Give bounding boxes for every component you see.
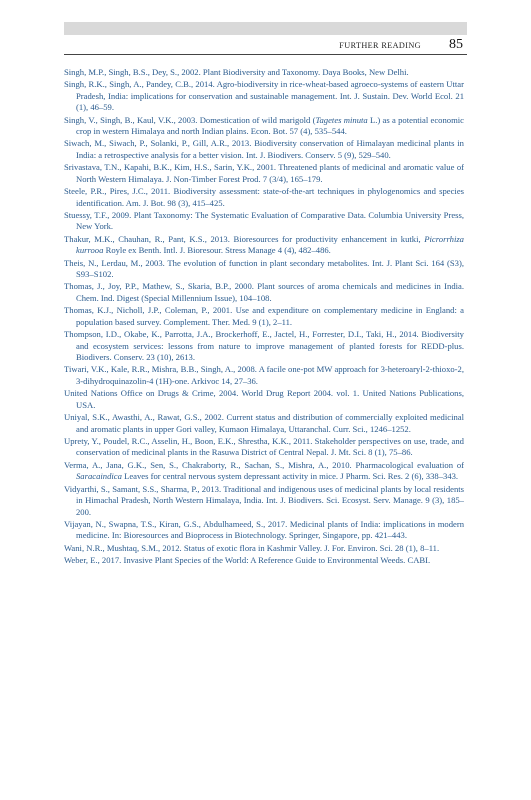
reference-text-cont: L.) as a potential economic crop in western Himalaya and north Indian plains. Econ. Bot. 57 (4), 535–544. [76, 114, 465, 137]
reference-entry [64, 364, 464, 387]
reference-entry [64, 555, 464, 567]
reference-entry [64, 329, 464, 364]
reference-entry [64, 258, 464, 281]
reference-list [64, 67, 464, 567]
reference-entry [64, 484, 464, 519]
reference-text: Steele, P.R., Pires, J.C., 2011. Biodiversity assessment: state-of-the-art techniques in phylogenomics and species identification. Am. J. Bot. 98 (3), 415–425. [64, 186, 464, 208]
reference-text: Thakur, M.K., Chauhan, R., Pant, K.S., 2013. Bioresources for productivity enhancement in kutki, [64, 233, 425, 244]
reference-entry [64, 234, 464, 257]
species-name: Picrorrhiza kurrooa [76, 233, 464, 256]
reference-text: United Nations Office on Drugs & Crime, 2004. World Drug Report 2004. vol. 1. United Nations Publications, USA. [64, 388, 464, 410]
reference-entry [64, 519, 464, 542]
species-name: Tagetes minuta [315, 114, 368, 125]
reference-entry [64, 436, 464, 459]
reference-entry [64, 210, 464, 233]
reference-text: Singh, M.P., Singh, B.S., Dey, S., 2002. Plant Biodiversity and Taxonomy. Daya Books, New Delhi. [64, 67, 409, 77]
reference-entry [64, 543, 464, 555]
reference-entry [64, 305, 464, 328]
reference-text: Uprety, Y., Poudel, R.C., Asselin, H., Boon, E.K., Shrestha, K.K., 2011. Stakeholder perspectives on use, trade, and conservation of medicinal plants in the Rasuwa District of Central Nepal. J. Mt. Sci. 8 (1), 75–86. [64, 435, 464, 458]
reference-text: Srivastava, T.N., Kapahi, B.K., Kim, H.S., Sarin, Y.K., 2001. Threatened plants of medicinal and aromatic value of North Western Himalaya. J. Non-Timber Forest Prod. 7 (3/4), 165–179. [64, 162, 464, 184]
running-title: FURTHER READING [339, 41, 421, 50]
reference-text: Thomas, K.J., Nicholl, J.P., Coleman, P., 2001. Use and expenditure on complementary medicine in England: a population based survey. Complement. Ther. Med. 9 (1), 2–11. [64, 305, 464, 327]
reference-text-cont: Leaves for central nervous system depressant activity in mice. J Pharm. Sci. Res. 2 (6), 338–343. [121, 471, 459, 482]
reference-text: Weber, E., 2017. Invasive Plant Species of the World: A Reference Guide to Environmental Weeds. CABI. [64, 555, 431, 566]
reference-text: Verma, A., Jana, G.K., Sen, S., Chakraborty, R., Sachan, S., Mishra, A., 2010. Pharmacological evaluation of [64, 459, 464, 470]
reference-entry [64, 67, 464, 79]
page-number: 85 [449, 37, 463, 52]
reference-text: Vijayan, N., Swapna, T.S., Kiran, G.S., Abdulhameed, S., 2017. Medicinal plants of India: implications in modern medicine. In: Bioresources and Bioprocess in Biotechnology. Springer, Singapore, pp. 421–443. [64, 518, 464, 541]
reference-entry [64, 281, 464, 304]
reference-entry [64, 162, 464, 185]
reference-text: Tiwari, V.K., Kale, R.R., Mishra, B.B., Singh, A., 2008. A facile one-pot MW approach for 3-heteroaryl-2-thioxo-2, 3-dihydroquinazolin-4 (1H)-one. Arkivoc 14, 27–36. [64, 364, 464, 386]
reference-text: Stuessy, T.F., 2009. Plant Taxonomy: The Systematic Evaluation of Comparative Data. Columbia University Press, New York. [64, 209, 464, 232]
reference-text: Wani, N.R., Mushtaq, S.M., 2012. Status of exotic flora in Kashmir Valley. J. For. Environ. Sci. 28 (1), 8–11. [64, 542, 440, 553]
header-band [64, 22, 467, 35]
reference-entry [64, 388, 464, 411]
reference-text-cont: Royle ex Benth. Intl. J. Bioresour. Stress Manage 4 (4), 482–486. [103, 245, 331, 256]
reference-text: Singh, V., Singh, B., Kaul, V.K., 2003. Domestication of wild marigold ( [64, 114, 316, 125]
reference-text: Thompson, I.D., Okabe, K., Parrotta, J.A., Brockerhoff, E., Jactel, H., Forrester, D.I., Taki, H., 2014. Biodiversity and ecosystem services: lessons from nature to improve management of planted forests for REDD-plus. Biodivers. Conserv. 23 (10), 2613. [64, 329, 464, 363]
reference-entry [64, 79, 464, 114]
reference-entry [64, 460, 464, 483]
running-head [64, 38, 467, 55]
species-name: Saracaindica [76, 471, 122, 482]
reference-entry [64, 412, 464, 435]
reference-entry [64, 138, 464, 161]
reference-text: Vidyarthi, S., Samant, S.S., Sharma, P., 2013. Traditional and indigenous uses of medicinal plants by local residents in Himachal Pradesh, North Western Himalaya, India. Int. J. Biodivers. Sci. Ecosyst. Serv. Manage. 9 (3), 185–200. [64, 483, 464, 517]
reference-text: Theis, N., Lerdau, M., 2003. The evolution of function in plant secondary metabolites. Int. J. Plant Sci. 164 (S3), S93–S102. [64, 257, 464, 280]
reference-entry [64, 115, 464, 138]
reference-entry [64, 186, 464, 209]
reference-text: Thomas, J., Joy, P.P., Mathew, S., Skaria, B.P., 2000. Plant sources of aroma chemicals and medicines in India. Chem. Ind. Digest (Special Millennium Issue), 104–108. [64, 281, 464, 303]
reference-text: Singh, R.K., Singh, A., Pandey, C.B., 2014. Agro-biodiversity in rice-wheat-based agroeco-systems of eastern Uttar Pradesh, India: implications for conservation and sustainable management. Int. J. Sustain. Dev. World Ecol. 21 (1), 46–59. [64, 79, 464, 113]
reference-text: Siwach, M., Siwach, P., Solanki, P., Gill, A.R., 2013. Biodiversity conservation of Himalayan medicinal plants in India: a retrospective analysis for a better vision. Int. J. Biodivers. Conserv. 5 (9), 529–540. [64, 138, 464, 160]
reference-text: Uniyal, S.K., Awasthi, A., Rawat, G.S., 2002. Current status and distribution of commercially exploited medicinal and aromatic plants in upper Gori valley, Kumaon Himalaya, Uttaranchal. Curr. Sci., 1246–1252. [64, 412, 464, 434]
